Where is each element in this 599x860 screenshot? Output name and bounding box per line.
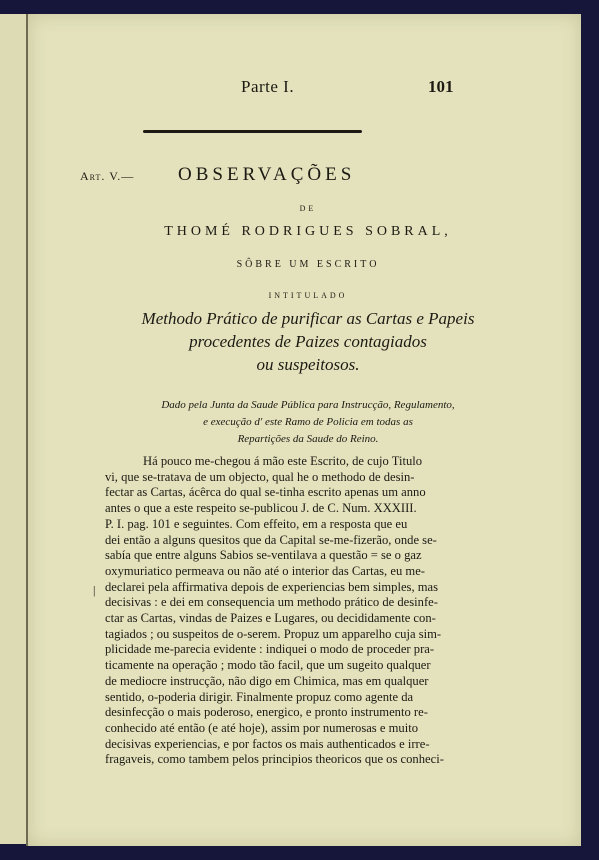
author-name: THOMÉ RODRIGUES SOBRAL, <box>164 224 452 239</box>
facing-page-edge <box>0 14 27 844</box>
dedication-line: e execução d' este Ramo de Policia em todas as <box>203 416 413 428</box>
body-line: fragaveis, como tambem pelos principios theoricos que os conheci- <box>105 752 444 767</box>
dedication-line: Repartições da Saude do Reino. <box>237 433 379 445</box>
body-line: sentido, o-poderia dirigir. Finalmente propuz como agente da <box>105 689 414 704</box>
body-line: dei então a alguns quesitos que da Capital se-me-fizerão, onde se- <box>105 532 437 547</box>
work-title-line: ou suspeitosos. <box>256 355 360 374</box>
header-rule <box>143 130 362 133</box>
body-line: fectar as Cartas, ácêrca do qual se-tinha escrito apenas um anno <box>105 485 426 500</box>
book-page <box>28 14 581 846</box>
body-line: decisivas experiencias, e por factos os mais authenticados e irre- <box>105 736 430 751</box>
body-line: antes o que a este respeito se-publicou J. de C. Num. XXXIII. <box>105 501 417 516</box>
article-title: OBSERVAÇÕES <box>178 164 356 185</box>
body-line: P. I. pag. 101 e seguintes. Com effeito, em a resposta que eu <box>105 516 408 531</box>
body-line: desinfecção o mais poderoso, energico, e pronto instrumento re- <box>105 705 428 720</box>
body-line: ticamente na operação ; modo tão facil, que um sugeito qualquer <box>105 658 431 673</box>
article-label: Art. V.— <box>80 169 135 183</box>
work-title-line: procedentes de Paizes contagiados <box>189 332 427 351</box>
body-line: vi, que se-tratava de um objecto, qual he o methodo de desin- <box>105 469 415 484</box>
body-line: oxymuriatico permeava ou não até o interior das Cartas, eu me- <box>105 563 425 578</box>
work-title-line: Methodo Prático de purificar as Cartas e Papeis <box>141 309 475 328</box>
subtitle-sobre: SÔBRE UM ESCRITO <box>236 259 380 270</box>
body-text <box>105 454 565 768</box>
preposition-de: DE <box>299 204 317 213</box>
dedication-line: Dado pela Junta da Saude Pública para Instrucção, Regulamento, <box>161 399 455 411</box>
body-line: de mediocre instrucção, não digo em Chimica, mas em qualquer <box>105 673 429 688</box>
subtitle-intitulado: INTITULADO <box>268 291 348 300</box>
body-line: conhecido até então (e até hoje), assim por numerosas e muito <box>105 720 418 735</box>
page-number: 101 <box>428 77 454 96</box>
body-line: Há pouco me-chegou á mão este Escrito, de cujo Titulo <box>143 454 423 468</box>
article-heading <box>80 164 560 190</box>
body-line: sabía que entre alguns Sabios se-ventilava a questão = se o gaz <box>105 548 422 563</box>
body-line: tagiados ; ou suspeitos de o-serem. Propuz um apparelho cuja sim- <box>105 626 442 641</box>
body-line: plicidade me-parecia evidente : indiquei o modo de proceder pra- <box>105 642 435 657</box>
body-line: ctar as Cartas, vindas de Paizes e Lugares, ou decididamente con- <box>105 611 436 626</box>
running-head: Parte I. <box>241 77 295 96</box>
body-line: decisivas : e dei em consequencia um methodo prático de desinfe- <box>105 595 438 610</box>
margin-mark: | <box>93 583 96 597</box>
body-line: declarei pela affirmativa depois de experiencias bem simples, mas <box>105 579 439 594</box>
